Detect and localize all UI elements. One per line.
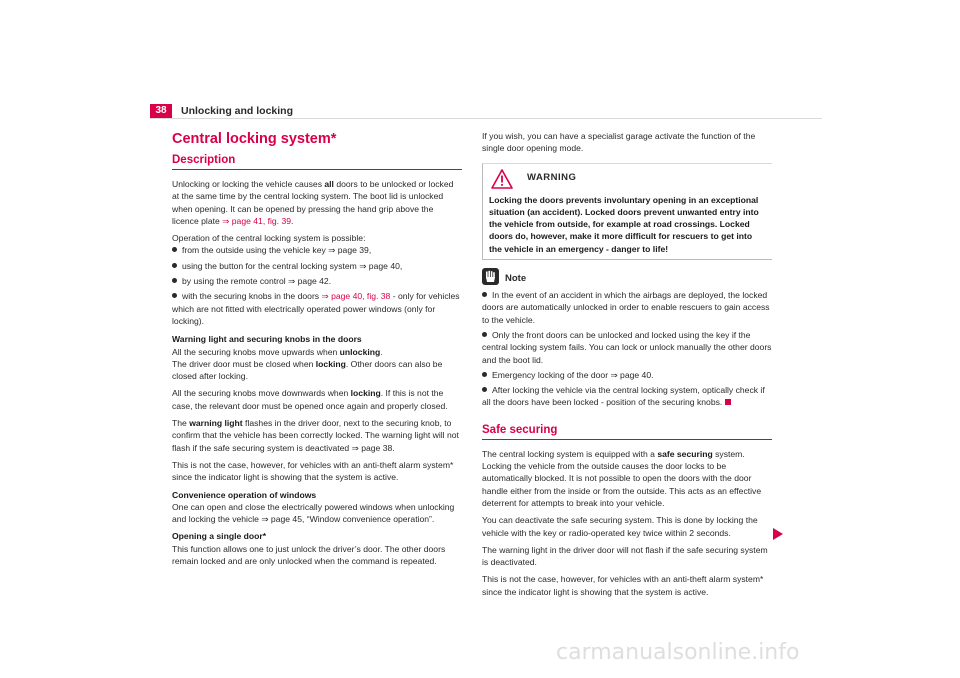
warning-box [482, 163, 772, 260]
next-page-arrow-icon[interactable] [772, 527, 784, 541]
right-column [482, 130, 772, 603]
bold-text: safe securing [657, 448, 713, 459]
paragraph [172, 178, 462, 227]
chapter-title: Unlocking and locking [181, 105, 294, 117]
list-item: from the outside using the vehicle key ⇒ page 39, [172, 244, 462, 256]
text: All the securing knobs move upwards when [172, 346, 340, 357]
warning-text: Locking the doors prevents involuntary opening in an exceptional situation (an accident). Locked doors prevent unwanted entry into the vehicle from outside, for example at road crossings. Locked doors do, however, make it more difficult for rescuers to get into the vehicle in an emergency - danger to life! [489, 194, 759, 254]
text: All the securing knobs move downwards when [172, 388, 351, 399]
text: The central locking system is equipped with a [482, 448, 658, 459]
paragraph: This is not the case, however, for vehicles with an anti-theft alarm system* since the indicator light is showing that the system is active. [172, 459, 454, 483]
warning-title: WARNING [527, 172, 577, 184]
paragraph: If you wish, you can have a specialist garage activate the function of the single door opening mode. [482, 131, 756, 154]
note-item: In the event of an accident in which the airbags are deployed, the locked doors are automatically unlocked in order to enable rescuers to gain access to the vehicle. [482, 289, 772, 326]
text: . [291, 215, 294, 226]
text: After locking the vehicle via the central locking system, optically check if all the doors have been locked - position of the securing knobs. [482, 385, 765, 408]
bold-text: warning light [189, 418, 243, 429]
bold-text: unlocking [339, 346, 381, 357]
section-title-safe-securing: Safe securing [482, 423, 772, 440]
subheading [172, 489, 462, 501]
subheading [172, 333, 462, 345]
end-of-section-marker [725, 399, 731, 405]
list-item: by using the remote control ⇒ page 42. [172, 275, 462, 287]
text: The driver door must be closed when [172, 358, 316, 369]
subheading-text: Opening a single door* [172, 531, 267, 542]
paragraph: This is not the case, however, for vehicles with an anti-theft alarm system* since the indicator light is showing that the system is active. [482, 574, 764, 597]
left-column [172, 130, 462, 572]
text: Unlocking or locking the vehicle causes [172, 179, 325, 189]
paragraph [172, 417, 462, 454]
text: The [172, 418, 190, 429]
note-hand-icon [482, 268, 499, 285]
text: - only for vehicles which are not fitted with electrically operated power windows (only for locking). [172, 291, 460, 326]
bold-text: all [324, 179, 334, 189]
header-divider [150, 118, 822, 119]
bold-text: locking [350, 388, 381, 399]
paragraph: You can deactivate the safe securing system. This is done by locking the vehicle with the key or radio-operated key twice within 2 seconds. [482, 515, 758, 538]
text: flashes in the driver door, next to the securing knob, to confirm that the vehicle has been correctly locked. The warning light will not flash if the safe securing system is deactivated ⇒ page 38. [172, 418, 459, 453]
note-item: Only the front doors can be unlocked and locked using the key if the central locking system fails. You can lock or unlock manually the other doors and the boot lid. [482, 329, 772, 365]
text: . If this is not the case, the relevant door must be opened once again and properly closed. [172, 388, 448, 411]
paragraph: One can open and close the electrically powered windows when unlocking and locking the vehicle ⇒ page 45, “Window convenience operation”. [172, 501, 455, 525]
subheading-text: Convenience operation of windows [172, 489, 317, 500]
text: . [380, 346, 383, 357]
text: system. Locking the vehicle from the outside causes the door locks to be automatically blocked. It is not possible to open the doors with the door handle either from the inside or from the outside. This acts as an effective deterrent for attempts to break into your vehicle. [482, 448, 762, 508]
main-title: Central locking system* [172, 131, 337, 147]
paragraph: Operation of the central locking system is possible: [172, 233, 366, 244]
section-title-description: Description [172, 153, 462, 170]
text: doors to be unlocked or locked at the same time by the central locking system. The boot lid is unlocked when opening. It can be opened by pressing the hand grip above the licence plate [172, 179, 454, 226]
paragraph: The warning light in the driver door will not flash if the safe securing system is deactivated. [482, 544, 768, 568]
text: with the securing knobs in the doors [182, 291, 322, 302]
paragraph [172, 358, 462, 383]
list-item [172, 290, 462, 327]
paragraph: This function allows one to just unlock the driver’s door. The other doors remain locked and are only unlocked when the command is repeated. [172, 543, 446, 567]
list-item: using the button for the central locking system ⇒ page 40, [172, 260, 462, 272]
note-item: Emergency locking of the door ⇒ page 40. [482, 369, 772, 381]
paragraph [172, 346, 462, 358]
warning-header [489, 168, 766, 190]
subheading [172, 530, 462, 542]
paragraph [482, 448, 772, 509]
paragraph [172, 387, 462, 412]
page-reference-link[interactable]: ⇒ page 40, fig. 38 [321, 291, 391, 302]
subheading-text: Warning light and securing knobs in the doors [172, 334, 362, 345]
bold-text: locking [315, 358, 346, 369]
watermark: carmanualsonline.info [556, 640, 800, 665]
page-number: 38 [150, 104, 172, 118]
text: . Other doors can also be closed after locking. [172, 358, 443, 382]
note-item [482, 384, 772, 409]
note-title: Note [505, 273, 527, 285]
page-reference-link[interactable]: ⇒ page 41, fig. 39 [222, 215, 292, 226]
note-header [482, 268, 772, 285]
warning-triangle-icon [491, 169, 513, 189]
